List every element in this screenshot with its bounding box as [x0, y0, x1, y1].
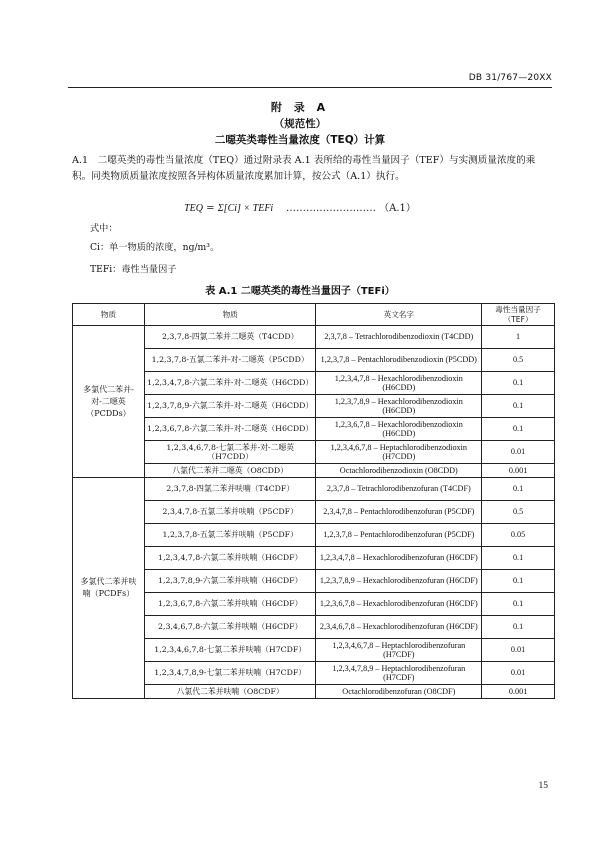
header-substance: 物质 [144, 304, 316, 326]
header-group: 物质 [73, 304, 145, 326]
table-row [73, 372, 555, 395]
table-row [73, 662, 555, 685]
substance-cell: 1,2,3,6,7,8-六氯二苯并呋喃（H6CDF） [144, 593, 316, 616]
english-name-cell: 1,2,3,4,6,7,8 – Heptachlorodibenzofuran (H7CDF) [316, 639, 482, 662]
substance-cell: 2,3,7,8-四氯二苯并二噁英（T4CDD） [144, 326, 316, 349]
tef-value-cell: 0.01 [482, 639, 555, 662]
english-name-cell: 1,2,3,7,8,9 – Hexachlorodibenzofuran (H6CDF) [316, 570, 482, 593]
tef-value-cell: 0.01 [482, 662, 555, 685]
group-name-cell: 多氯代二苯并-对-二噁英（PCDDs） [73, 326, 145, 478]
english-name-cell: 1,2,3,6,7,8 – Hexachlorodibenzodioxin (H6CDD) [316, 418, 482, 441]
substance-cell: 1,2,3,4,6,7,8-七氯二苯并-对-二噁英（H7CDD） [144, 441, 316, 464]
table-row [73, 685, 555, 699]
tef-value-cell: 1 [482, 326, 555, 349]
english-name-cell: 1,2,3,4,7,8 – Hexachlorodibenzofuran (H6CDF) [316, 547, 482, 570]
english-name-cell: 1,2,3,4,6,7,8 – Heptachlorodibenzodioxin (H7CDD) [316, 441, 482, 464]
tef-value-cell: 0.1 [482, 570, 555, 593]
section-a1-text: A.1 二噁英类的毒性当量浓度（TEQ）通过附录表 A.1 表所给的毒性当量因子（TEF）与实测质量浓度的乘积。同类物质质量浓度按照各异构体质量浓度累加计算，按公式（A.1）执行。 [72, 155, 536, 182]
substance-cell: 2,3,4,6,7,8-六氯二苯并呋喃（H6CDF） [144, 616, 316, 639]
legend-ci: Ci：单一物质的浓度，ng/m³。 [90, 242, 220, 253]
tef-value-cell: 0.5 [482, 349, 555, 372]
tef-value-cell: 0.05 [482, 524, 555, 547]
table-row [73, 616, 555, 639]
tef-value-cell: 0.1 [482, 616, 555, 639]
table-row [73, 547, 555, 570]
tef-value-cell: 0.001 [482, 464, 555, 478]
formula-dots: ……………………… [285, 203, 376, 214]
table-body [73, 326, 555, 699]
substance-cell: 1,2,3,4,6,7,8-七氯二苯并呋喃（H7CDF） [144, 639, 316, 662]
english-name-cell: 2,3,7,8 – Tetrachlorodibenzofuran (T4CDF) [316, 478, 482, 501]
english-name-cell: 1,2,3,4,7,8,9 – Heptachlorodibenzofuran (H7CDF) [316, 662, 482, 685]
tef-table [72, 303, 555, 699]
table-row [73, 570, 555, 593]
tef-value-cell: 0.1 [482, 478, 555, 501]
tef-value-cell: 0.5 [482, 501, 555, 524]
table-row [73, 326, 555, 349]
formula-rhs: Σ[Ci] × TEFi [217, 203, 274, 214]
substance-cell: 1,2,3,4,7,8-六氯二苯并-对-二噁英（H6CDD） [144, 372, 316, 395]
formula-a1: TEQ = Σ[Ci] × TEFi ……………………… （A.1） [184, 203, 416, 214]
formula-lhs: TEQ [184, 203, 203, 214]
group-name-cell: 多氯代二苯并呋喃（PCDFs） [73, 478, 145, 699]
tef-value-cell: 0.01 [482, 441, 555, 464]
substance-cell: 2,3,7,8-四氯二苯并呋喃（T4CDF） [144, 478, 316, 501]
substance-cell: 1,2,3,7,8,9-六氯二苯并呋喃（H6CDF） [144, 570, 316, 593]
english-name-cell: Octachlorodibenzofuran (O8CDF) [316, 685, 482, 699]
english-name-cell: 1,2,3,7,8 – Pentachlorodibenzodioxin (P5CDD) [316, 349, 482, 372]
table-row [73, 441, 555, 464]
english-name-cell: Octachlorodibenzodioxin (O8CDD) [316, 464, 482, 478]
table-row [73, 349, 555, 372]
header-tef: 毒性当量因子（TEF） [482, 304, 555, 326]
tef-value-cell: 0.1 [482, 418, 555, 441]
document-code: DB 31/767—20XX [468, 73, 552, 83]
substance-cell: 1,2,3,7,8,9-六氯二苯并-对-二噁英（H6CDD） [144, 395, 316, 418]
table-row [73, 478, 555, 501]
substance-cell: 1,2,3,4,7,8,9-七氯二苯并呋喃（H7CDF） [144, 662, 316, 685]
table-row [73, 395, 555, 418]
substance-cell: 1,2,3,6,7,8-六氯二苯并-对-二噁英（H6CDD） [144, 418, 316, 441]
table-row [73, 593, 555, 616]
table-row [73, 464, 555, 478]
english-name-cell: 1,2,3,7,8,9 – Hexachlorodibenzodioxin (H6CDD) [316, 395, 482, 418]
appendix-nature: （规范性） [273, 118, 327, 130]
substance-cell: 2,3,4,7,8-五氯二苯并呋喃（P5CDF） [144, 501, 316, 524]
table-caption: 表 A.1 二噁英类的毒性当量因子（TEFi） [205, 286, 395, 297]
header-english-name: 英文名字 [316, 304, 482, 326]
tef-value-cell: 0.1 [482, 547, 555, 570]
table-row [73, 501, 555, 524]
table-row [73, 639, 555, 662]
tef-value-cell: 0.1 [482, 593, 555, 616]
formula-number: （A.1） [379, 203, 416, 214]
page-number: 15 [538, 781, 548, 791]
english-name-cell: 2,3,4,6,7,8 – Hexachlorodibenzofuran (H6CDF) [316, 616, 482, 639]
legend-intro: 式中： [90, 223, 118, 234]
header-rule [68, 87, 552, 88]
english-name-cell: 1,2,3,6,7,8 – Hexachlorodibenzofuran (H6CDF) [316, 593, 482, 616]
tef-value-cell: 0.1 [482, 395, 555, 418]
substance-cell: 1,2,3,7,8-五氯二苯并-对-二噁英（P5CDD） [144, 349, 316, 372]
tef-value-cell: 0.1 [482, 372, 555, 395]
substance-cell: 八氯代二苯并呋喃（O8CDF） [144, 685, 316, 699]
substance-cell: 1,2,3,7,8-五氯二苯并呋喃（P5CDF） [144, 524, 316, 547]
legend-tef: TEFi：毒性当量因子 [90, 264, 177, 275]
english-name-cell: 2,3,4,7,8 – Pentachlorodibenzofuran (P5CDF) [316, 501, 482, 524]
table-row [73, 524, 555, 547]
substance-cell: 八氯代二苯并二噁英（O8CDD） [144, 464, 316, 478]
english-name-cell: 2,3,7,8 – Tetrachlorodibenzodioxin (T4CDD) [316, 326, 482, 349]
tef-value-cell: 0.001 [482, 685, 555, 699]
appendix-title: 附 录 A [270, 101, 330, 114]
table-row [73, 418, 555, 441]
appendix-subject: 二噁英类毒性当量浓度（TEQ）计算 [214, 134, 386, 146]
substance-cell: 1,2,3,4,7,8-六氯二苯并呋喃（H6CDF） [144, 547, 316, 570]
english-name-cell: 1,2,3,7,8 – Pentachlorodibenzofuran (P5CDF) [316, 524, 482, 547]
english-name-cell: 1,2,3,4,7,8 – Hexachlorodibenzodioxin (H6CDD) [316, 372, 482, 395]
